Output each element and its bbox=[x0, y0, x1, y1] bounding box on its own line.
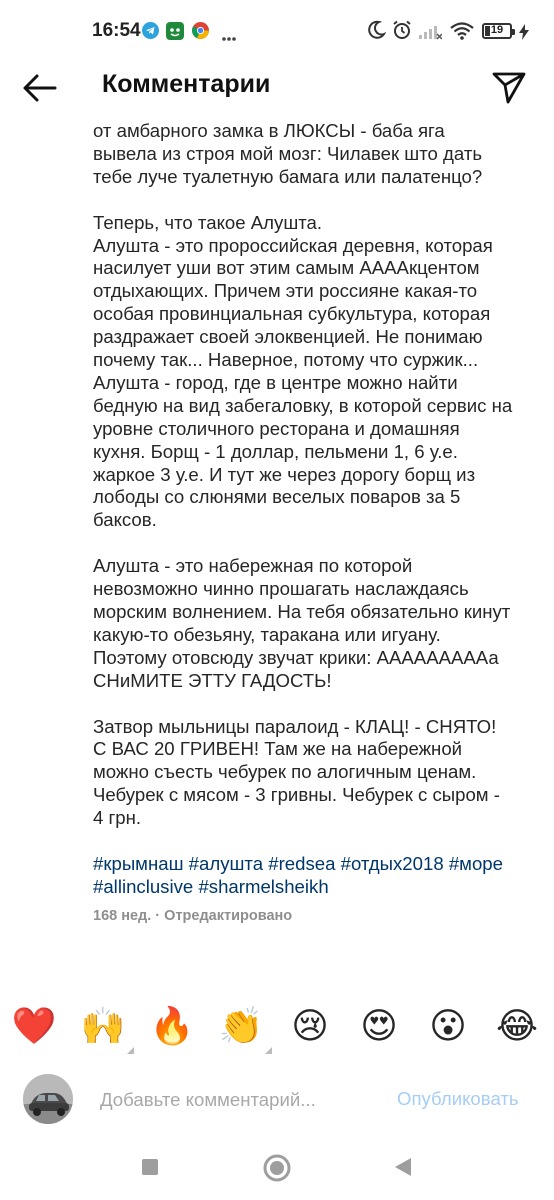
share-button[interactable] bbox=[490, 68, 528, 106]
comment-paragraph-4: Затвор мыльницы паралоид - КЛАЦ! - СНЯТО! С ВАС 20 ГРИВЕН! Там же на набережной можно съесть чебурек по алогичным ценам. Чебурек с мясом - 3 гривны. Чебурек с сыром - 4 грн. bbox=[93, 715, 500, 829]
arrow-left-icon bbox=[22, 72, 58, 104]
comment-paragraph-2: Теперь, что такое Алушта. Алушта - это пророссийская деревня, которая насилует уши вот этим самым ААААкцентом отдыхающих. Причем эти россияне какая-то особая провинциальная субкультура, которая раздражает своей элоквенцией. Не понимаю почему так... Наверное, потому что суржик... Алушта - город, где в центре можно найти бедную на вид забегаловку, в которой сервис на уровне столичного ресторана и домашняя кухня. Борщ - 1 доллар, пельмени 1, 6 у.е. жаркое 3 у.е. И тут же через дорогу борщ из лободы со слюнями веселых поваров за 5 баксов. bbox=[93, 211, 513, 531]
app-icon bbox=[166, 22, 184, 45]
raised-hands-icon[interactable] bbox=[80, 1004, 126, 1050]
avatar[interactable] bbox=[23, 1074, 73, 1124]
signal-icon bbox=[418, 24, 442, 45]
system-nav-bar bbox=[0, 1136, 554, 1200]
comment-input[interactable] bbox=[100, 1086, 370, 1114]
clapping-hands-glyph: 👏 bbox=[218, 1006, 264, 1047]
chrome-icon bbox=[192, 22, 209, 44]
hashtag-link[interactable]: #алушта bbox=[188, 852, 264, 874]
wifi-icon bbox=[450, 22, 474, 45]
more-dots-icon bbox=[222, 28, 236, 46]
battery-icon bbox=[482, 23, 512, 39]
raised-hands-glyph: 🙌 bbox=[80, 1006, 126, 1047]
reaction-bar bbox=[0, 994, 554, 1060]
hashtag-link[interactable]: #redsea bbox=[268, 852, 336, 874]
comment-input-row bbox=[0, 1066, 554, 1132]
comment-body bbox=[93, 120, 513, 994]
hashtag-link[interactable]: #отдых2018 bbox=[340, 852, 444, 874]
paper-plane-icon bbox=[490, 68, 528, 106]
moon-icon bbox=[366, 20, 386, 45]
red-heart-icon[interactable]: ❤️ bbox=[11, 1006, 57, 1047]
hashtag-link[interactable]: #крымнаш bbox=[93, 852, 184, 874]
clapping-hands-icon[interactable] bbox=[218, 1004, 264, 1050]
recents-square-icon[interactable] bbox=[141, 1158, 159, 1181]
tears-of-joy-icon[interactable]: 😂 bbox=[495, 1006, 539, 1047]
hashtag-link[interactable]: #sharmelsheikh bbox=[198, 875, 329, 897]
telegram-icon bbox=[142, 22, 159, 44]
crying-face-icon[interactable]: 😢 bbox=[291, 1006, 329, 1047]
page-title: Комментарии bbox=[102, 70, 271, 98]
car-photo-icon bbox=[23, 1074, 73, 1124]
publish-button[interactable]: Опубликовать bbox=[397, 1088, 519, 1109]
hashtag-link[interactable]: #море bbox=[448, 852, 503, 874]
surprised-face-icon[interactable]: 😮 bbox=[429, 1006, 467, 1047]
comment-paragraph-3: Алушта - это набережная по которой невозможно чинно прошагать наслаждаясь морским волнением. На тебя обязательно кинут какую-то обезьяну, таракана или игуану. Поэтому отовсюду звучат крики: АААААААААа СНиМИТЕ ЭТТУ ГАДОСТЬ! bbox=[93, 555, 511, 691]
battery-label: 19 bbox=[490, 24, 504, 36]
status-bar bbox=[0, 0, 554, 62]
status-time: 16:54 bbox=[92, 20, 141, 41]
comment-paragraph-1: от амбарного замка в ЛЮКСЫ - баба яга вывела из строя мой мозг: Чилавек што дать тебе луче туалетную бамага или палатенцо? bbox=[93, 120, 483, 187]
charging-icon bbox=[519, 24, 529, 45]
comment-meta: 168 нед. · Отредактировано bbox=[93, 907, 293, 924]
back-button[interactable] bbox=[22, 72, 58, 104]
hashtag-link[interactable]: #allinclusive bbox=[93, 875, 194, 897]
alarm-icon bbox=[392, 20, 412, 45]
fire-icon[interactable]: 🔥 bbox=[149, 1006, 195, 1047]
back-triangle-icon[interactable] bbox=[394, 1157, 412, 1182]
heart-eyes-icon[interactable]: 😍 bbox=[360, 1006, 398, 1047]
header bbox=[0, 62, 554, 112]
home-circle-icon[interactable] bbox=[263, 1154, 291, 1187]
hashtags bbox=[93, 853, 513, 899]
